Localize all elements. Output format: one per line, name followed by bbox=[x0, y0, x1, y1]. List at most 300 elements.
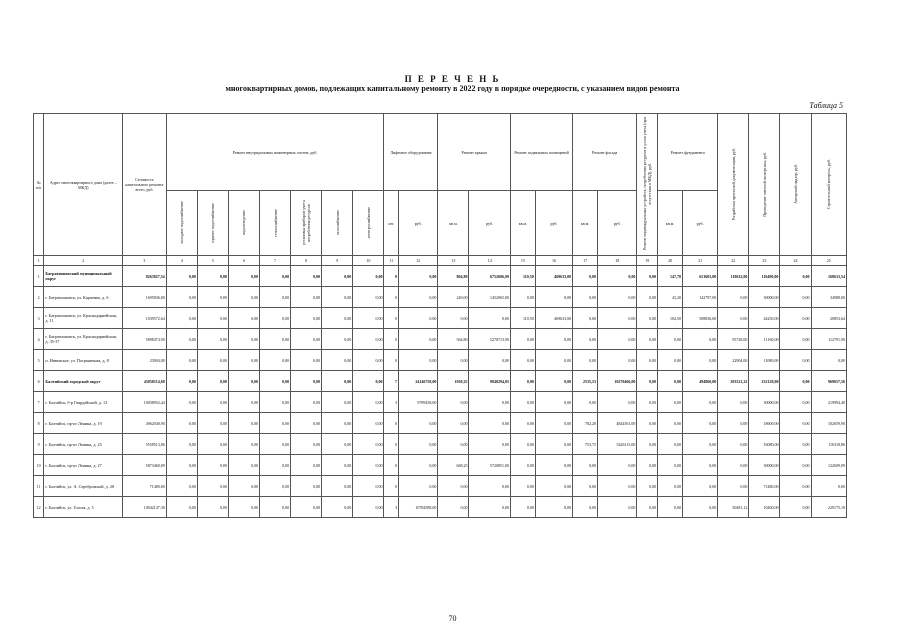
column-number-cell: 11 bbox=[384, 256, 399, 266]
row-value-cell: 0,00 bbox=[228, 329, 259, 350]
row-value-cell: 0,00 bbox=[438, 350, 469, 371]
row-value-cell: 753,75 bbox=[573, 434, 598, 455]
row-value-cell: 0,00 bbox=[598, 266, 637, 287]
table-row bbox=[34, 266, 847, 287]
table-row bbox=[34, 308, 847, 329]
row-value-cell: 0,00 bbox=[780, 455, 811, 476]
header-unit-rub-5: руб. bbox=[683, 191, 718, 256]
row-value-cell: 0,00 bbox=[197, 329, 228, 350]
row-value-cell: 5898474,90 bbox=[123, 329, 167, 350]
table-row bbox=[34, 413, 847, 434]
row-value-cell: 0,00 bbox=[197, 476, 228, 497]
row-value-cell: 0,00 bbox=[637, 371, 658, 392]
row-value-cell: 10042147,30 bbox=[123, 497, 167, 518]
row-value-cell: 0,00 bbox=[535, 392, 572, 413]
row-value-cell: 0,00 bbox=[353, 329, 384, 350]
row-value-cell: 0,00 bbox=[683, 329, 718, 350]
row-value-cell: 0,00 bbox=[353, 497, 384, 518]
row-value-cell: 4962040,90 bbox=[123, 413, 167, 434]
row-value-cell: 0,00 bbox=[811, 350, 846, 371]
row-value-cell: 0,00 bbox=[322, 308, 353, 329]
row-address: г. Балтийск, ул. Гоголя, д. 5 bbox=[44, 497, 123, 518]
row-value-cell: 0,00 bbox=[291, 350, 322, 371]
column-number-cell: 2 bbox=[44, 256, 123, 266]
row-value-cell: 0,00 bbox=[228, 497, 259, 518]
row-value-cell: 116318,86 bbox=[811, 434, 846, 455]
table-row bbox=[34, 287, 847, 308]
header-unit-sqm-3: кв.м. bbox=[573, 191, 598, 256]
row-value-cell: 0,00 bbox=[291, 287, 322, 308]
row-number: 3 bbox=[34, 308, 44, 329]
row-value-cell: 0,00 bbox=[291, 497, 322, 518]
row-value-cell: 0,00 bbox=[469, 497, 510, 518]
row-value-cell: 0,00 bbox=[197, 434, 228, 455]
row-value-cell: 0,00 bbox=[535, 497, 572, 518]
row-value-cell: 0,00 bbox=[166, 455, 197, 476]
row-value-cell: 0,00 bbox=[228, 266, 259, 287]
row-value-cell: 8263827,54 bbox=[123, 266, 167, 287]
row-value-cell: 0,00 bbox=[228, 392, 259, 413]
row-value-cell: 0,00 bbox=[573, 287, 598, 308]
header-design: Разработка проектной документации, руб. bbox=[718, 114, 749, 256]
row-value-cell: 0,00 bbox=[573, 329, 598, 350]
row-value-cell: 2535,53 bbox=[573, 371, 598, 392]
table-row bbox=[34, 392, 847, 413]
row-value-cell: 0,00 bbox=[259, 350, 290, 371]
row-value-cell: 0,00 bbox=[510, 455, 535, 476]
row-value-cell: 0,00 bbox=[658, 413, 683, 434]
header-unit-sqm-2: кв.м. bbox=[510, 191, 535, 256]
row-value-cell: 0,00 bbox=[718, 287, 749, 308]
row-value-cell: 0,00 bbox=[780, 308, 811, 329]
document-title: П Е Р Е Ч Е Н Ь bbox=[404, 74, 501, 84]
row-value-cell: 0 bbox=[384, 266, 399, 287]
row-value-cell: 0,00 bbox=[510, 413, 535, 434]
row-number: 5 bbox=[34, 350, 44, 371]
column-number-cell: 7 bbox=[259, 256, 290, 266]
header-address: Адрес многоквартирного дома (далее – МКД) bbox=[44, 114, 123, 256]
row-value-cell: 0,00 bbox=[291, 266, 322, 287]
row-value-cell: 0,00 bbox=[658, 497, 683, 518]
row-value-cell: 0,00 bbox=[683, 350, 718, 371]
row-value-cell: 0,00 bbox=[598, 476, 637, 497]
row-value-cell: 0,00 bbox=[259, 455, 290, 476]
row-value-cell: 0,00 bbox=[438, 434, 469, 455]
header-unit-rub-4: руб. bbox=[598, 191, 637, 256]
row-value-cell: 0,00 bbox=[510, 497, 535, 518]
row-value-cell: 0,00 bbox=[469, 434, 510, 455]
row-value-cell: 10270466,00 bbox=[598, 371, 637, 392]
row-address: г. Багратионовск, ул. Краснодарнейская, д. 11 bbox=[44, 308, 123, 329]
column-number-cell: 25 bbox=[811, 256, 846, 266]
row-value-cell: 0,00 bbox=[535, 413, 572, 434]
row-value-cell: 16080,00 bbox=[749, 434, 780, 455]
row-value-cell: 0,00 bbox=[197, 392, 228, 413]
row-value-cell: 18600,00 bbox=[749, 413, 780, 434]
table-row bbox=[34, 476, 847, 497]
row-value-cell: 0,00 bbox=[683, 455, 718, 476]
row-number: 12 bbox=[34, 497, 44, 518]
row-value-cell: 50481,12 bbox=[718, 497, 749, 518]
row-value-cell: 44250,00 bbox=[749, 308, 780, 329]
header-basement: Ремонт подвальных помещений bbox=[510, 114, 572, 191]
row-value-cell: 0,00 bbox=[438, 413, 469, 434]
table-label: Таблица 5 bbox=[809, 101, 843, 110]
row-value-cell: 0,00 bbox=[718, 455, 749, 476]
row-value-cell: 0,00 bbox=[259, 329, 290, 350]
row-value-cell: 0,00 bbox=[598, 392, 637, 413]
row-number: 6 bbox=[34, 371, 44, 392]
header-expertise: Проведение сметной экспертизы, руб. bbox=[749, 114, 780, 256]
row-value-cell: 45050114,68 bbox=[123, 371, 167, 392]
column-number-cell: 15 bbox=[510, 256, 535, 266]
row-value-cell: 0,00 bbox=[658, 350, 683, 371]
row-value-cell: 0,00 bbox=[658, 434, 683, 455]
header-elevator: Лифтовое оборудование bbox=[384, 114, 438, 191]
column-number-cell: 14 bbox=[469, 256, 510, 266]
row-value-cell: 0,00 bbox=[683, 413, 718, 434]
header-cost: Стоимость капитального ремонта всего, руб. bbox=[123, 114, 167, 256]
row-value-cell: 0,00 bbox=[398, 455, 437, 476]
row-value-cell: 0,00 bbox=[353, 476, 384, 497]
row-value-cell: 0,00 bbox=[780, 413, 811, 434]
row-value-cell: 0,00 bbox=[438, 308, 469, 329]
row-value-cell: 0,00 bbox=[398, 350, 437, 371]
table-row bbox=[34, 329, 847, 350]
row-number: 1 bbox=[34, 266, 44, 287]
row-value-cell: 0 bbox=[384, 287, 399, 308]
row-value-cell: 0,00 bbox=[166, 497, 197, 518]
column-number-cell: 12 bbox=[398, 256, 437, 266]
header-electric: электроснабжение bbox=[353, 191, 384, 256]
row-value-cell: 0 bbox=[384, 350, 399, 371]
row-value-cell: 0,00 bbox=[259, 266, 290, 287]
row-value-cell: 0,00 bbox=[166, 413, 197, 434]
row-value-cell: 0,00 bbox=[658, 476, 683, 497]
row-value-cell: 0,00 bbox=[637, 329, 658, 350]
row-value-cell: 20853,64 bbox=[811, 308, 846, 329]
row-value-cell: 0,00 bbox=[718, 476, 749, 497]
header-hot-water: горячее водоснабжение bbox=[197, 191, 228, 256]
row-value-cell: 0 bbox=[384, 329, 399, 350]
row-value-cell: 0,00 bbox=[197, 308, 228, 329]
row-value-cell: 0,00 bbox=[718, 434, 749, 455]
row-value-cell: 494860,00 bbox=[683, 371, 718, 392]
row-value-cell: 0,00 bbox=[353, 434, 384, 455]
row-value-cell: 71480,00 bbox=[749, 476, 780, 497]
row-value-cell: 0,00 bbox=[811, 476, 846, 497]
column-number-cell: 22 bbox=[718, 256, 749, 266]
row-value-cell: 11160,00 bbox=[749, 329, 780, 350]
row-value-cell: 0,00 bbox=[259, 371, 290, 392]
row-value-cell: 0,00 bbox=[573, 455, 598, 476]
row-value-cell: 0,00 bbox=[197, 497, 228, 518]
table-row bbox=[34, 371, 847, 392]
row-value-cell: 0,00 bbox=[683, 476, 718, 497]
row-value-cell: 0,00 bbox=[322, 497, 353, 518]
row-value-cell: 71480,00 bbox=[123, 476, 167, 497]
column-number-cell: 23 bbox=[749, 256, 780, 266]
row-value-cell: 0,00 bbox=[353, 392, 384, 413]
row-value-cell: 0,00 bbox=[683, 434, 718, 455]
row-value-cell: 0,00 bbox=[598, 329, 637, 350]
row-value-cell: 229175,18 bbox=[811, 497, 846, 518]
row-value-cell: 0,00 bbox=[510, 329, 535, 350]
row-value-cell: 0,00 bbox=[637, 476, 658, 497]
row-value-cell: 5558513,86 bbox=[123, 434, 167, 455]
row-value-cell: 0,00 bbox=[259, 413, 290, 434]
column-number-cell: 13 bbox=[438, 256, 469, 266]
row-value-cell: 0 bbox=[384, 413, 399, 434]
row-value-cell: 0,00 bbox=[780, 371, 811, 392]
column-number-cell: 5 bbox=[197, 256, 228, 266]
row-value-cell: 0,00 bbox=[637, 287, 658, 308]
row-value-cell: 0,00 bbox=[228, 476, 259, 497]
row-value-cell: 0 bbox=[384, 308, 399, 329]
row-value-cell: 0,00 bbox=[510, 371, 535, 392]
row-value-cell: 0,00 bbox=[573, 476, 598, 497]
row-value-cell: 0,00 bbox=[228, 434, 259, 455]
row-value-cell: 0,00 bbox=[510, 287, 535, 308]
header-unit-sqm-4: кв.м. bbox=[658, 191, 683, 256]
row-value-cell: 0,00 bbox=[780, 434, 811, 455]
row-value-cell: 651603,00 bbox=[683, 266, 718, 287]
row-value-cell: 508836,00 bbox=[683, 308, 718, 329]
row-address: Балтийский городской округ bbox=[44, 371, 123, 392]
header-meters: установка приборов учета потребления ресурсов bbox=[291, 191, 322, 256]
row-value-cell: 0,00 bbox=[469, 308, 510, 329]
header-no: № п/п bbox=[34, 114, 44, 256]
row-value-cell: 10400,00 bbox=[749, 497, 780, 518]
row-value-cell: 0,00 bbox=[718, 308, 749, 329]
row-value-cell: 0,00 bbox=[353, 266, 384, 287]
row-value-cell: 95728,00 bbox=[718, 329, 749, 350]
row-address: г. Балтийск, ул. А. Серебровской, д. 28 bbox=[44, 476, 123, 497]
row-value-cell: 0,00 bbox=[166, 350, 197, 371]
row-number: 11 bbox=[34, 476, 44, 497]
row-value-cell: 0,00 bbox=[658, 392, 683, 413]
column-number-cell: 9 bbox=[322, 256, 353, 266]
row-value-cell: 0,00 bbox=[780, 350, 811, 371]
row-value-cell: 10038952,44 bbox=[123, 392, 167, 413]
row-value-cell: 0,00 bbox=[637, 434, 658, 455]
row-value-cell: 0,00 bbox=[322, 266, 353, 287]
row-value-cell: 0,00 bbox=[535, 434, 572, 455]
row-value-cell: 0,00 bbox=[322, 455, 353, 476]
row-value-cell: 0,00 bbox=[573, 497, 598, 518]
row-value-cell: 1030,25 bbox=[438, 371, 469, 392]
row-number: 9 bbox=[34, 434, 44, 455]
row-value-cell: 0,00 bbox=[598, 455, 637, 476]
row-value-cell: 782,20 bbox=[573, 413, 598, 434]
row-value-cell: 0,00 bbox=[259, 392, 290, 413]
row-value-cell: 0,00 bbox=[291, 434, 322, 455]
row-value-cell: 0,00 bbox=[291, 392, 322, 413]
row-value-cell: 0,00 bbox=[658, 371, 683, 392]
row-value-cell: 24146750,00 bbox=[398, 371, 437, 392]
row-value-cell: 0,00 bbox=[510, 476, 535, 497]
row-value-cell: 0,00 bbox=[353, 371, 384, 392]
row-value-cell: 5426115,00 bbox=[598, 434, 637, 455]
row-number: 2 bbox=[34, 287, 44, 308]
row-value-cell: 0,00 bbox=[573, 266, 598, 287]
row-value-cell: 0,00 bbox=[166, 371, 197, 392]
row-value-cell: 0,00 bbox=[510, 350, 535, 371]
header-drainage: водоотведение bbox=[228, 191, 259, 256]
row-value-cell: 0,00 bbox=[573, 308, 598, 329]
row-value-cell: 0,00 bbox=[259, 287, 290, 308]
row-value-cell: 0,00 bbox=[259, 497, 290, 518]
row-value-cell: 0,00 bbox=[637, 497, 658, 518]
row-value-cell: 30000,00 bbox=[749, 392, 780, 413]
row-value-cell: 0,00 bbox=[166, 287, 197, 308]
row-value-cell: 0,00 bbox=[197, 413, 228, 434]
row-value-cell: 0,00 bbox=[166, 329, 197, 350]
column-number-cell: 3 bbox=[123, 256, 167, 266]
column-number-cell: 8 bbox=[291, 256, 322, 266]
row-value-cell: 0,00 bbox=[438, 392, 469, 413]
header-roof: Ремонт крыши bbox=[438, 114, 511, 191]
row-value-cell: 0,00 bbox=[353, 413, 384, 434]
row-value-cell: 1452065,00 bbox=[469, 287, 510, 308]
header-heat-supply: теплоснабжение bbox=[259, 191, 290, 256]
row-value-cell: 11080,00 bbox=[749, 350, 780, 371]
header-unit-pcs: шт. bbox=[384, 191, 399, 256]
column-number-cell: 20 bbox=[658, 256, 683, 266]
row-value-cell: 0,00 bbox=[469, 392, 510, 413]
row-value-cell: 0,00 bbox=[398, 308, 437, 329]
row-value-cell: 0 bbox=[384, 476, 399, 497]
row-value-cell: 0,00 bbox=[228, 308, 259, 329]
row-value-cell: 0,00 bbox=[353, 308, 384, 329]
row-value-cell: 0,00 bbox=[780, 476, 811, 497]
row-value-cell: 0,00 bbox=[780, 497, 811, 518]
row-value-cell: 0,00 bbox=[535, 329, 572, 350]
row-value-cell: 0,00 bbox=[535, 476, 572, 497]
row-value-cell: 0,00 bbox=[469, 413, 510, 434]
row-value-cell: 0,00 bbox=[166, 434, 197, 455]
row-value-cell: 0,00 bbox=[535, 287, 572, 308]
row-value-cell: 0,00 bbox=[438, 476, 469, 497]
row-number: 10 bbox=[34, 455, 44, 476]
row-value-cell: 564,80 bbox=[438, 329, 469, 350]
column-number-cell: 19 bbox=[637, 256, 658, 266]
row-value-cell: 0,00 bbox=[197, 455, 228, 476]
table-row bbox=[34, 350, 847, 371]
row-value-cell: 0,00 bbox=[535, 371, 572, 392]
row-value-cell: 0,00 bbox=[259, 308, 290, 329]
row-value-cell: 469633,00 bbox=[535, 308, 572, 329]
row-value-cell: 0,00 bbox=[353, 350, 384, 371]
row-value-cell: 0,00 bbox=[197, 266, 228, 287]
row-value-cell: 469633,00 bbox=[535, 266, 572, 287]
table-row bbox=[34, 434, 847, 455]
row-value-cell: 0,00 bbox=[291, 455, 322, 476]
row-value-cell: 668,25 bbox=[438, 455, 469, 476]
row-number: 8 bbox=[34, 413, 44, 434]
header-construct: Строительный контроль, руб. bbox=[811, 114, 846, 256]
row-value-cell: 110,50 bbox=[510, 266, 535, 287]
row-value-cell: 122609,09 bbox=[811, 455, 846, 476]
table-row bbox=[34, 497, 847, 518]
row-value-cell: 4844561,00 bbox=[598, 413, 637, 434]
row-address: п. Нивенское, ул. Пограничная, д. 8 bbox=[44, 350, 123, 371]
row-address: г. Багратионовск, ул. Краснодарнейская, д. 35-37 bbox=[44, 329, 123, 350]
header-heating-units: Ремонт индивидуальных устройств, потребления ресурсов и узлов учета (при отсутствии в МКД), руб. bbox=[637, 114, 658, 256]
row-value-cell: 142797,00 bbox=[683, 287, 718, 308]
row-number: 7 bbox=[34, 392, 44, 413]
row-address: г. Багратионовск, ул. Карпенко, д. 6 bbox=[44, 287, 123, 308]
row-value-cell: 0,00 bbox=[322, 476, 353, 497]
row-value-cell: 43,20 bbox=[658, 287, 683, 308]
row-value-cell: 0,00 bbox=[322, 350, 353, 371]
row-value-cell: 6752606,09 bbox=[469, 266, 510, 287]
row-value-cell: 0,00 bbox=[398, 329, 437, 350]
row-value-cell: 116490,00 bbox=[749, 266, 780, 287]
row-value-cell: 0,00 bbox=[718, 413, 749, 434]
row-value-cell: 102659,90 bbox=[811, 413, 846, 434]
row-value-cell: 240,00 bbox=[438, 287, 469, 308]
row-value-cell: 0,00 bbox=[166, 476, 197, 497]
row-value-cell: 0,00 bbox=[637, 266, 658, 287]
row-value-cell: 30000,00 bbox=[749, 455, 780, 476]
column-number-cell: 21 bbox=[683, 256, 718, 266]
row-value-cell: 5270713,90 bbox=[469, 329, 510, 350]
header-foundation: Ремонт фундамента bbox=[658, 114, 718, 191]
row-value-cell: 0,00 bbox=[398, 287, 437, 308]
row-value-cell: 147,70 bbox=[658, 266, 683, 287]
row-value-cell: 0,00 bbox=[322, 413, 353, 434]
row-value-cell: 0,00 bbox=[228, 287, 259, 308]
row-value-cell: 0,00 bbox=[322, 329, 353, 350]
row-value-cell: 0,00 bbox=[718, 392, 749, 413]
row-value-cell: 0,00 bbox=[228, 413, 259, 434]
row-value-cell: 0,00 bbox=[259, 434, 290, 455]
row-value-cell: 0,00 bbox=[166, 266, 197, 287]
column-number-cell: 10 bbox=[353, 256, 384, 266]
row-value-cell: 219994,40 bbox=[811, 392, 846, 413]
header-cold-water: холодное водоснабжение bbox=[166, 191, 197, 256]
row-value-cell: 0,00 bbox=[573, 350, 598, 371]
row-value-cell: 0,00 bbox=[322, 371, 353, 392]
row-value-cell: 0 bbox=[384, 434, 399, 455]
row-value-cell: 0,00 bbox=[322, 434, 353, 455]
row-value-cell: 232120,00 bbox=[749, 371, 780, 392]
header-unit-rub-1: руб. bbox=[398, 191, 437, 256]
row-value-cell: 0,00 bbox=[322, 287, 353, 308]
row-value-cell: 0,00 bbox=[598, 497, 637, 518]
row-value-cell: 0,00 bbox=[658, 455, 683, 476]
row-value-cell: 0,00 bbox=[353, 287, 384, 308]
row-value-cell: 0 bbox=[384, 455, 399, 476]
row-value-cell: 0,00 bbox=[598, 287, 637, 308]
repair-table bbox=[33, 113, 847, 518]
row-value-cell: 0,00 bbox=[637, 455, 658, 476]
row-value-cell: 804,80 bbox=[438, 266, 469, 287]
column-number-cell: 16 bbox=[535, 256, 572, 266]
row-value-cell: 9789458,00 bbox=[398, 392, 437, 413]
row-value-cell: 0,00 bbox=[438, 497, 469, 518]
row-value-cell: 30000,00 bbox=[749, 287, 780, 308]
row-value-cell: 0,00 bbox=[510, 392, 535, 413]
header-unit-rub-3: руб. bbox=[535, 191, 572, 256]
row-value-cell: 0,00 bbox=[780, 287, 811, 308]
header-unit-sqm-1: кв.м. bbox=[438, 191, 469, 256]
row-value-cell: 0,00 bbox=[780, 266, 811, 287]
row-value-cell: 0,00 bbox=[780, 392, 811, 413]
row-value-cell: 5720851,00 bbox=[469, 455, 510, 476]
row-value-cell: 0,00 bbox=[197, 371, 228, 392]
